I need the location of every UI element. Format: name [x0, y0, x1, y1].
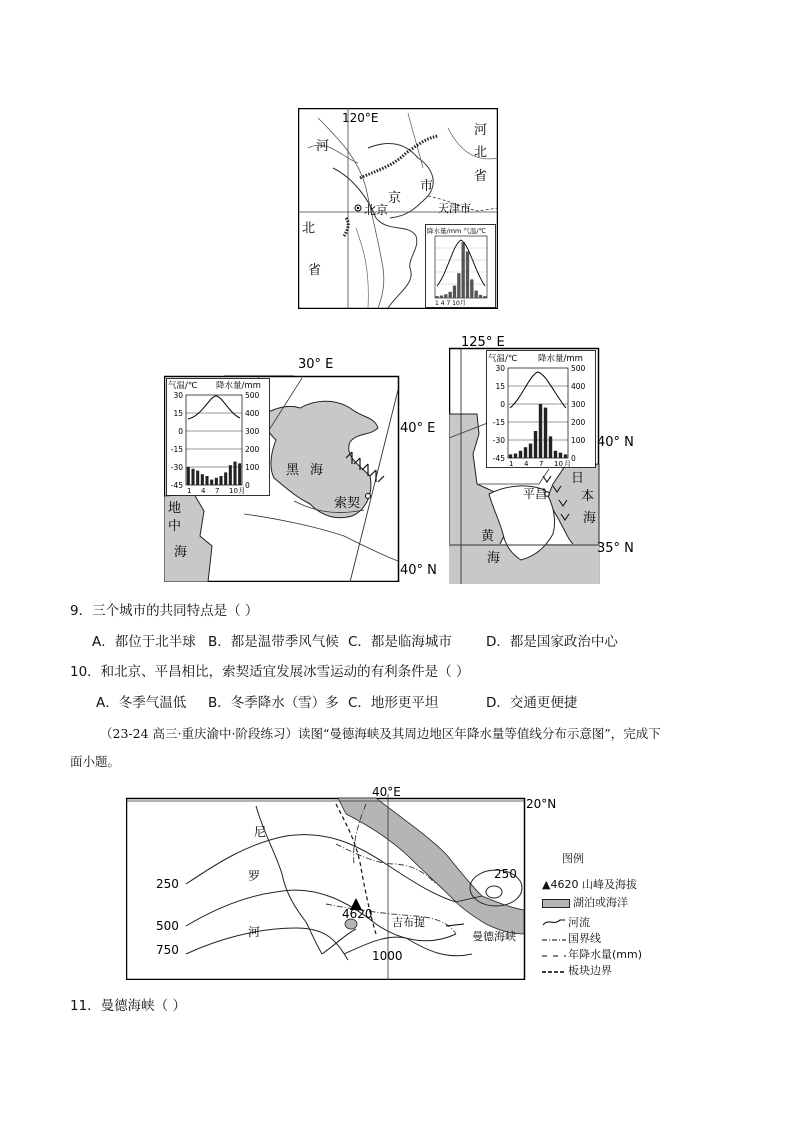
map3-label-hai: 海 [487, 551, 501, 566]
map2-lat-label-n: 40° N [400, 563, 437, 578]
legend-label-isoline: 年降水量(mm) [568, 948, 643, 961]
source-line-2: 面小题。 [70, 754, 121, 769]
q10-stem: 10．和北京、平昌相比，索契适宜发展冰雪运动的有利条件是（ ） [70, 664, 470, 680]
legend-label-river: 河流 [568, 916, 590, 929]
map3-label-hai2: 海 [583, 511, 597, 526]
precip-bar [514, 454, 517, 459]
precip-bar [549, 436, 552, 458]
precip-bar [205, 476, 208, 485]
q10-option-c[interactable]: C．地形更平坦 [348, 695, 439, 711]
map4-lat-label: 20°N [526, 797, 556, 811]
precip-bar [215, 478, 218, 485]
q9-option-b[interactable]: B．都是温带季风气候 [208, 634, 339, 650]
temp-tick: -30 [170, 463, 183, 472]
precip-bar [544, 408, 547, 458]
map-mandeb [126, 784, 556, 980]
map4-lon-label: 40°E [372, 785, 401, 799]
map3-lon-label: 125° E [461, 335, 505, 350]
border-line-icon [542, 933, 568, 946]
precip-bar [539, 404, 542, 458]
map1-label-bei2: 北 [302, 221, 316, 236]
precip-bar [444, 294, 447, 298]
map1-label-jing: 京 [388, 191, 402, 206]
precip-bar [559, 453, 562, 458]
temp-tick: 15 [495, 382, 505, 391]
map1-lon-label: 120°E [342, 111, 379, 125]
precip-bar [201, 474, 204, 485]
map4-label-djibouti: 吉布提 [392, 916, 425, 929]
legend-label-border: 国界线 [568, 932, 601, 945]
precip-tick: 300 [245, 427, 260, 436]
precip-tick: 400 [245, 409, 260, 418]
precip-bar [470, 279, 473, 298]
q11-stem: 11．曼德海峡（ ） [70, 998, 186, 1014]
q9-stem: 9．三个城市的共同特点是（ ） [70, 603, 259, 619]
map1-label-sheng2: 省 [308, 263, 322, 278]
temp-tick: -45 [492, 454, 505, 463]
map4-legend [540, 846, 700, 978]
legend-title: 图例 [562, 852, 584, 865]
q9-option-c[interactable]: C．都是临海城市 [348, 634, 452, 650]
map1-label-he1: 河 [316, 139, 330, 154]
month-tick: 1 [509, 460, 514, 468]
map1-climate-header: 降水量/mm 气温/℃ [427, 227, 486, 235]
map4-label-he: 河 [248, 925, 261, 939]
map3-precip-unit: 降水量/mm [538, 354, 583, 364]
map2-lon-label: 30° E [298, 357, 334, 372]
precip-bar [210, 480, 213, 485]
map3-temp-unit: 气温/℃ [488, 354, 518, 364]
river-icon [542, 917, 568, 930]
month-tick: 7 [215, 487, 220, 495]
map4-label-mandeb: 曼德海峡 [472, 930, 516, 943]
precip-bar [457, 273, 460, 298]
legend-item-river [542, 914, 590, 930]
map2-precip-unit: 降水量/mm [216, 381, 261, 391]
map1-label-bei1: 北 [474, 145, 488, 160]
map2-label-di: 地 [168, 501, 182, 516]
precip-bar [436, 296, 439, 298]
map2-climate-chart [166, 378, 270, 496]
map4-label-luo: 罗 [248, 869, 261, 883]
precip-bar [224, 472, 227, 485]
precip-bar [483, 296, 486, 298]
map4-iso-500: 500 [156, 919, 179, 933]
precip-bar [466, 252, 469, 299]
precip-bar [479, 295, 482, 298]
question-source [70, 720, 730, 776]
q9-option-d[interactable]: D．都是国家政治中心 [486, 634, 618, 650]
map1-label-shi: 市 [420, 179, 434, 194]
precip-bar [187, 467, 190, 485]
precip-bar [524, 447, 527, 458]
precip-bar [238, 463, 241, 485]
precip-bar [509, 454, 512, 458]
map1-label-tianjin: 天津市 [438, 202, 471, 215]
legend-label-peak: 4620 山峰及海拔 [550, 878, 637, 891]
precip-bar [229, 465, 232, 485]
map2-temp-unit: 气温/℃ [168, 381, 198, 391]
temp-tick: -15 [492, 418, 505, 427]
map4-iso-1000: 1000 [372, 949, 403, 963]
legend-item-plate [542, 962, 612, 978]
map3-lat-35: 35° N [597, 541, 633, 556]
legend-label-plate: 板块边界 [568, 964, 612, 977]
precip-tick: 100 [245, 463, 260, 472]
plate-boundary-icon [542, 965, 568, 978]
temp-tick: 0 [500, 400, 505, 409]
map1-label-he2: 河 [474, 123, 488, 138]
map4-iso-250: 250 [156, 877, 179, 891]
q10-option-d[interactable]: D．交通更便捷 [486, 695, 578, 711]
precip-tick: 200 [245, 445, 260, 454]
precip-tick: 300 [571, 400, 586, 409]
map1-label-sheng1: 省 [474, 169, 488, 184]
q9-option-a[interactable]: A．都位于北半球 [92, 634, 196, 650]
peak-icon: ▲ [542, 878, 551, 891]
month-tick: 10 [554, 460, 563, 468]
precip-tick: 400 [571, 382, 586, 391]
temp-tick: -30 [492, 436, 505, 445]
precip-tick: 500 [245, 391, 260, 400]
temp-tick: -45 [170, 481, 183, 490]
precip-bar [453, 286, 456, 298]
map3-climate-chart [486, 350, 596, 468]
precip-bar [534, 431, 537, 458]
isoline-icon [542, 949, 568, 962]
month-tick: 月 [238, 487, 246, 495]
map2-label-hei: 黑 [286, 463, 300, 478]
precip-bar [475, 291, 478, 298]
map2-lat-label-e: 40° E [400, 421, 436, 436]
month-tick: 1 [187, 487, 192, 495]
precip-tick: 200 [571, 418, 586, 427]
precip-bar [233, 462, 236, 485]
precip-bar [462, 242, 465, 298]
precip-tick: 0 [571, 454, 576, 463]
temp-tick: 30 [173, 391, 183, 400]
precip-bar [529, 444, 532, 458]
precip-bar [196, 471, 199, 485]
precip-tick: 100 [571, 436, 586, 445]
month-tick: 4 [201, 487, 206, 495]
map3-label-ben: 本 [581, 489, 595, 504]
precip-tick: 0 [245, 481, 250, 490]
month-tick: 月 [564, 460, 571, 468]
legend-item-isoline [542, 946, 642, 962]
month-tick: 7 [539, 460, 544, 468]
q10-option-b[interactable]: B．冬季降水（雪）多 [208, 695, 339, 711]
map1-climate-months: 1 4 7 10月 [435, 300, 466, 307]
precip-bar [191, 469, 194, 485]
map3-label-city: 平昌 [523, 487, 548, 501]
legend-label-lake: 湖泊或海洋 [573, 896, 628, 909]
precip-bar [219, 476, 222, 485]
month-tick: 4 [524, 460, 529, 468]
map2-label-hai: 海 [310, 463, 324, 478]
temp-tick: 0 [178, 427, 183, 436]
precip-bar [554, 451, 557, 458]
q10-option-a[interactable]: A．冬季气温低 [96, 695, 187, 711]
precip-bar [449, 292, 452, 298]
map1-climate-chart [425, 224, 496, 308]
precip-bar [519, 451, 522, 458]
precip-tick: 500 [571, 364, 586, 373]
map2-label-hai2: 海 [174, 545, 188, 560]
source-line-1: （23-24 高三·重庆渝中·阶段练习）读图“曼德海峡及其周边地区年降水量等值线分布示意图”，完成下 [100, 726, 661, 741]
map1-label-beijing: 北京 [364, 203, 389, 217]
precip-bar [440, 296, 443, 298]
legend-item-peak [542, 876, 637, 892]
legend-item-lake [542, 894, 628, 910]
precip-bar [564, 454, 567, 458]
map4-peak-label: 4620 [342, 907, 373, 921]
temp-tick: -15 [170, 445, 183, 454]
map4-label-ni: 尼 [254, 825, 267, 839]
map3-label-huang: 黄 [481, 529, 495, 544]
map4-iso-250b: 250 [494, 867, 517, 881]
map2-label-city: 索契 [334, 496, 361, 511]
legend-item-border [542, 930, 601, 946]
temp-tick: 15 [173, 409, 183, 418]
month-tick: 10 [229, 487, 238, 495]
map3-label-ri: 日 [571, 471, 585, 486]
map2-label-zhong: 中 [168, 519, 182, 534]
lake-icon [542, 899, 570, 908]
map3-lat-40: 40° N [597, 435, 633, 450]
temp-tick: 30 [495, 364, 505, 373]
map4-iso-750: 750 [156, 943, 179, 957]
